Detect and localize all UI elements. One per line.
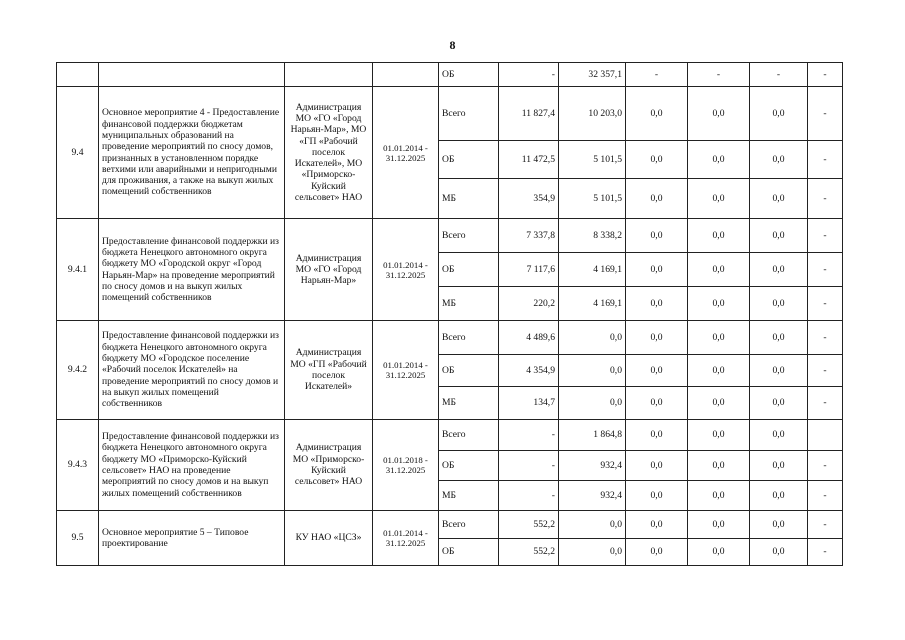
period: 01.01.2018 - 31.12.2025 xyxy=(373,420,439,511)
value-cell: 4 489,6 xyxy=(499,321,559,355)
funding-source: ОБ xyxy=(439,539,499,566)
value-cell: 0,0 xyxy=(559,321,626,355)
activity-name: Основное мероприятие 5 – Типовое проектирование xyxy=(99,511,285,566)
value-cell: 0,0 xyxy=(750,253,808,287)
value-cell: - xyxy=(808,355,843,387)
row-number: 9.4.3 xyxy=(57,420,99,511)
value-cell: 0,0 xyxy=(559,387,626,420)
value-cell: - xyxy=(808,179,843,219)
activity-name: Предоставление финансовой поддержки из бюджета Ненецкого автономного округа бюджету МО «Городской округ «Город Нарьян-Мар» на проведение мероприятий по сносу домов и на выкуп жилых помещений собственников xyxy=(99,219,285,321)
funding-source: ОБ xyxy=(439,63,499,87)
value-cell: 0,0 xyxy=(688,253,750,287)
value-cell: 7 117,6 xyxy=(499,253,559,287)
table-row xyxy=(57,63,843,87)
value-cell: 0,0 xyxy=(626,219,688,253)
period: 01.01.2014 - 31.12.2025 xyxy=(373,511,439,566)
value-cell: 4 354,9 xyxy=(499,355,559,387)
period: 01.01.2014 - 31.12.2025 xyxy=(373,321,439,420)
executor xyxy=(285,63,373,87)
value-cell: 0,0 xyxy=(750,87,808,141)
value-cell: - xyxy=(626,63,688,87)
value-cell: 5 101,5 xyxy=(559,141,626,179)
value-cell: 0,0 xyxy=(750,387,808,420)
value-cell: 220,2 xyxy=(499,287,559,321)
value-cell: 0,0 xyxy=(750,321,808,355)
value-cell: 0,0 xyxy=(688,511,750,539)
value-cell: 11 472,5 xyxy=(499,141,559,179)
value-cell: 552,2 xyxy=(499,539,559,566)
funding-source: Всего xyxy=(439,219,499,253)
funding-source: Всего xyxy=(439,321,499,355)
row-number: 9.4.2 xyxy=(57,321,99,420)
value-cell: 0,0 xyxy=(688,355,750,387)
funding-source: ОБ xyxy=(439,451,499,481)
executor: Администрация МО «ГО «Город Нарьян-Мар», МО «ГП «Рабочий поселок Искателей», МО «Приморско-Куйский сельсовет» НАО xyxy=(285,87,373,219)
value-cell: 32 357,1 xyxy=(559,63,626,87)
table-row xyxy=(57,420,843,451)
funding-source: ОБ xyxy=(439,253,499,287)
value-cell: - xyxy=(499,481,559,511)
value-cell: 0,0 xyxy=(626,511,688,539)
value-cell: 0,0 xyxy=(559,511,626,539)
value-cell: - xyxy=(808,481,843,511)
funding-source: ОБ xyxy=(439,141,499,179)
value-cell: - xyxy=(499,63,559,87)
activity-name xyxy=(99,63,285,87)
executor: Администрация МО «Приморско-Куйский сельсовет» НАО xyxy=(285,420,373,511)
program-table xyxy=(56,62,843,566)
value-cell: 0,0 xyxy=(688,219,750,253)
value-cell: 7 337,8 xyxy=(499,219,559,253)
value-cell: 0,0 xyxy=(750,141,808,179)
value-cell: 0,0 xyxy=(688,141,750,179)
activity-name: Предоставление финансовой поддержки из бюджета Ненецкого автономного округа бюджету МО «Приморско-Куйский сельсовет» НАО на проведение мероприятий по сносу домов и на выкуп жилых помещений собственников xyxy=(99,420,285,511)
value-cell: 0,0 xyxy=(750,539,808,566)
funding-source: Всего xyxy=(439,420,499,451)
funding-source: Всего xyxy=(439,511,499,539)
value-cell: 11 827,4 xyxy=(499,87,559,141)
value-cell: 0,0 xyxy=(688,87,750,141)
value-cell: 0,0 xyxy=(626,355,688,387)
value-cell: 0,0 xyxy=(750,420,808,451)
executor: КУ НАО «ЦСЗ» xyxy=(285,511,373,566)
value-cell: - xyxy=(808,387,843,420)
value-cell: 0,0 xyxy=(626,87,688,141)
value-cell: - xyxy=(808,63,843,87)
value-cell: - xyxy=(750,63,808,87)
page-number: 8 xyxy=(449,38,456,52)
table-row xyxy=(57,219,843,253)
funding-source: МБ xyxy=(439,387,499,420)
executor: Администрация МО «ГО «Город Нарьян-Мар» xyxy=(285,219,373,321)
value-cell: 0,0 xyxy=(626,253,688,287)
funding-source: Всего xyxy=(439,87,499,141)
activity-name: Предоставление финансовой поддержки из бюджета Ненецкого автономного округа бюджету МО «Городское поселение «Рабочий поселок Искателей» на проведение мероприятий по сносу домов и на выкуп жилых помещений собственников xyxy=(99,321,285,420)
funding-source: МБ xyxy=(439,179,499,219)
value-cell: - xyxy=(499,451,559,481)
value-cell: 0,0 xyxy=(626,420,688,451)
value-cell: 5 101,5 xyxy=(559,179,626,219)
value-cell: 4 169,1 xyxy=(559,287,626,321)
value-cell: - xyxy=(808,253,843,287)
period xyxy=(373,63,439,87)
value-cell: 0,0 xyxy=(688,387,750,420)
value-cell: 8 338,2 xyxy=(559,219,626,253)
value-cell: 0,0 xyxy=(559,539,626,566)
value-cell: 0,0 xyxy=(688,481,750,511)
value-cell: 0,0 xyxy=(688,451,750,481)
value-cell: 134,7 xyxy=(499,387,559,420)
value-cell xyxy=(808,420,843,451)
value-cell: 0,0 xyxy=(626,481,688,511)
period: 01.01.2014 - 31.12.2025 xyxy=(373,87,439,219)
row-number: 9.4 xyxy=(57,87,99,219)
value-cell: 1 864,8 xyxy=(559,420,626,451)
row-number: 9.5 xyxy=(57,511,99,566)
value-cell: 0,0 xyxy=(750,179,808,219)
value-cell: 0,0 xyxy=(750,287,808,321)
value-cell: 4 169,1 xyxy=(559,253,626,287)
executor: Администрация МО «ГП «Рабочий поселок Искателей» xyxy=(285,321,373,420)
value-cell: 0,0 xyxy=(750,219,808,253)
value-cell: - xyxy=(808,287,843,321)
value-cell: 0,0 xyxy=(626,539,688,566)
table-row xyxy=(57,321,843,355)
activity-name: Основное мероприятие 4 - Предоставление финансовой поддержки бюджетам муниципальных образований на проведение мероприятий по сносу домов, признанных в установленном порядке ветхими или аварийными и непригодными для проживания, а также на выкуп жилых помещений собственников xyxy=(99,87,285,219)
value-cell: - xyxy=(808,511,843,539)
table-row xyxy=(57,87,843,141)
value-cell: - xyxy=(808,451,843,481)
funding-source: МБ xyxy=(439,287,499,321)
row-number: 9.4.1 xyxy=(57,219,99,321)
value-cell: 0,0 xyxy=(559,355,626,387)
funding-source: МБ xyxy=(439,481,499,511)
value-cell: 932,4 xyxy=(559,481,626,511)
value-cell: - xyxy=(808,321,843,355)
value-cell: 0,0 xyxy=(688,539,750,566)
value-cell: 0,0 xyxy=(626,287,688,321)
value-cell: 0,0 xyxy=(626,387,688,420)
row-number xyxy=(57,63,99,87)
value-cell: 10 203,0 xyxy=(559,87,626,141)
value-cell: - xyxy=(808,219,843,253)
value-cell: 0,0 xyxy=(688,321,750,355)
value-cell: 0,0 xyxy=(626,321,688,355)
value-cell: 0,0 xyxy=(750,355,808,387)
period: 01.01.2014 - 31.12.2025 xyxy=(373,219,439,321)
value-cell: 354,9 xyxy=(499,179,559,219)
value-cell: 0,0 xyxy=(688,287,750,321)
value-cell: 0,0 xyxy=(688,420,750,451)
value-cell: 0,0 xyxy=(750,481,808,511)
value-cell: - xyxy=(499,420,559,451)
value-cell: 0,0 xyxy=(688,179,750,219)
value-cell: - xyxy=(808,539,843,566)
value-cell: 0,0 xyxy=(626,451,688,481)
value-cell: - xyxy=(688,63,750,87)
value-cell: 0,0 xyxy=(626,179,688,219)
value-cell: 552,2 xyxy=(499,511,559,539)
value-cell: 0,0 xyxy=(750,451,808,481)
value-cell: 0,0 xyxy=(626,141,688,179)
funding-source: ОБ xyxy=(439,355,499,387)
value-cell: 932,4 xyxy=(559,451,626,481)
table-row xyxy=(57,511,843,539)
value-cell: 0,0 xyxy=(750,511,808,539)
value-cell: - xyxy=(808,141,843,179)
value-cell: - xyxy=(808,87,843,141)
